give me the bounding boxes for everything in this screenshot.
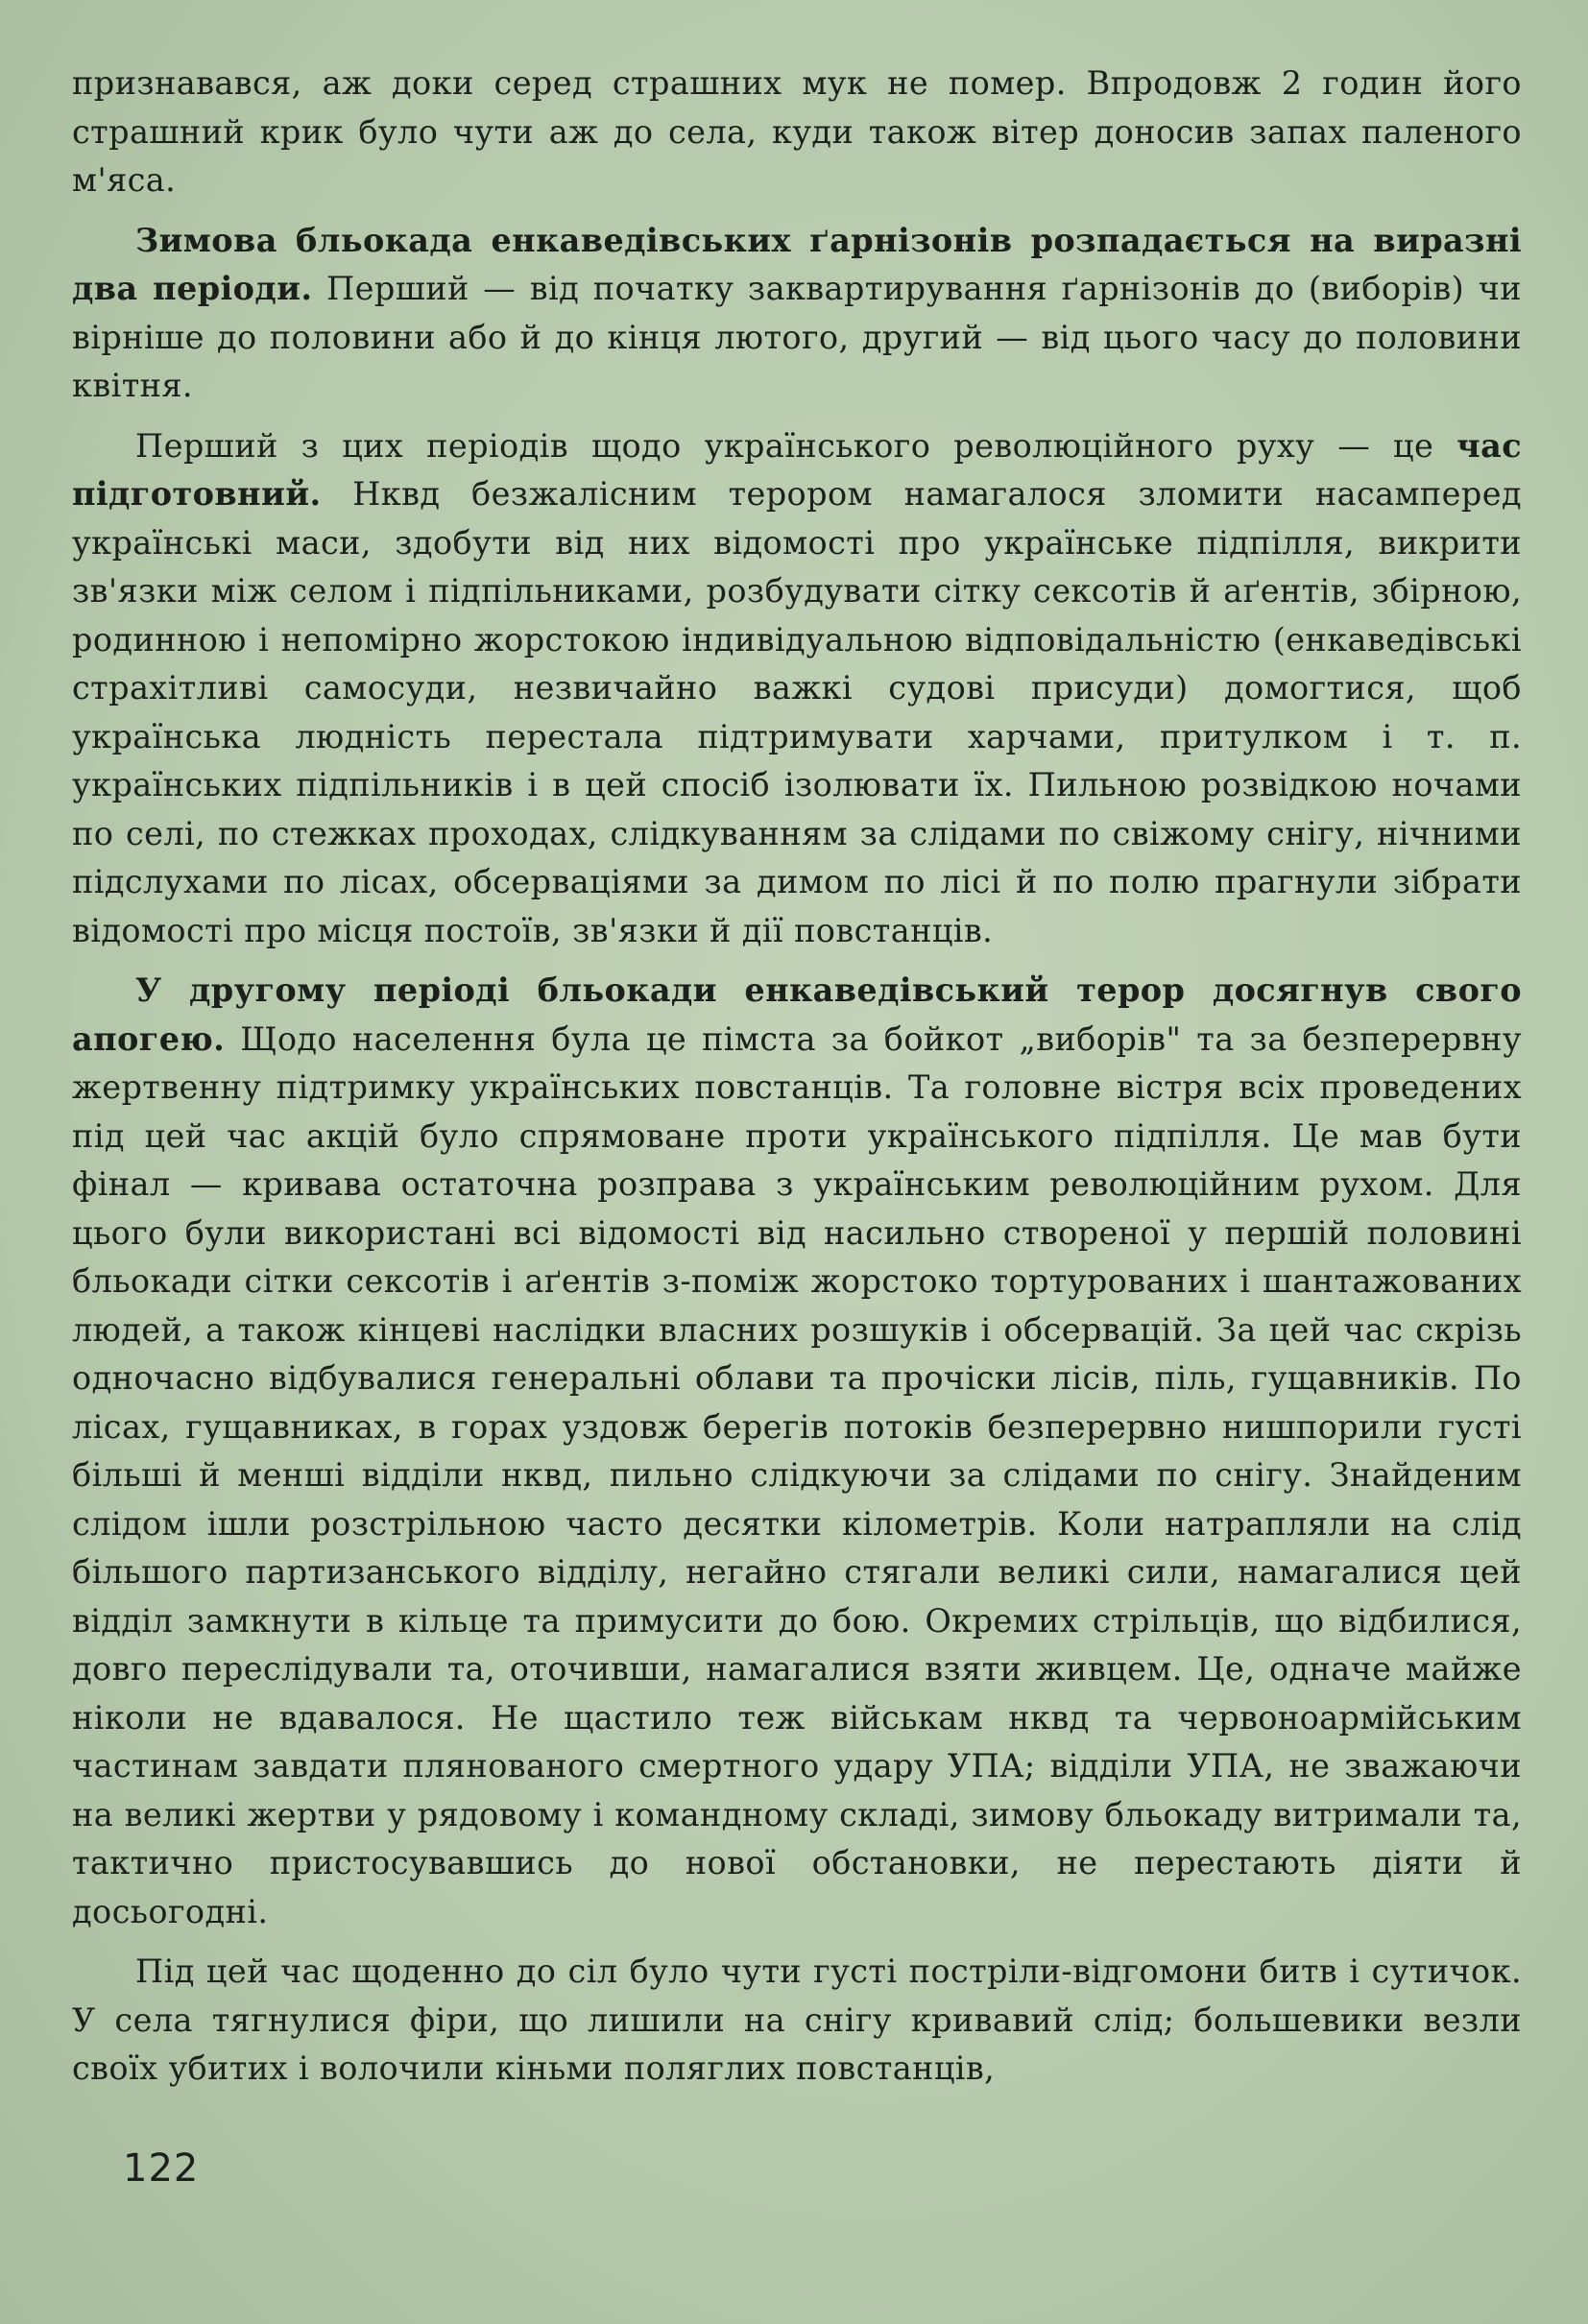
paragraph-5 <box>72 1948 1522 2094</box>
paragraph-3-text: Нквд безжалісним терором намагалося зломити насамперед українські маси, здобути від них відомості про українське підпілля, викрити зв'язки між селом і підпільниками, розбудувати сітку сексотів й аґентів, збірною, родинною і непомірно жорстокою індивідуальною відповідальністю (енкаведівські страхітливі самосуди, незвичайно важкі судові присуди) домогтися, щоб українська людність перестала підтримувати харчами, притулком і т. п. українських підпільників і в цей спосіб ізолювати їх. Пильною розвідкою ночами по селі, по стежках проходах, слідкуванням за слідами по свіжому снігу, нічними підслухами по лісах, обсерваціями за димом по лісі й по полю прагнули зібрати відомості про місця постоїв, зв'язки й дії повстанців. <box>72 475 1522 949</box>
paragraph-2 <box>72 217 1522 411</box>
page-body <box>72 60 1522 2105</box>
paragraph-5-text: Під цей час щоденно до сіл було чути густі постріли-відгомони битв і сутичок. У села тягнулися фіри, що лишили на снігу кривавий слід; большевики везли своїх убитих і волочили кіньми поляглих повстанців, <box>72 1953 1522 2087</box>
page-number: 122 <box>123 2146 200 2191</box>
paragraph-2-text: Перший — від початку заквартирування ґарнізонів до (виборів) чи вірніше до половини або й до кінця лютого, другий — від цього часу до половини квітня. <box>72 270 1522 404</box>
paragraph-2-lead: Зимова бльокада енкаведівських ґарнізонів розпадається на виразні два періоди. <box>72 221 1522 307</box>
paragraph-3 <box>72 422 1522 956</box>
paragraph-4-lead: У другому періоді бльокади енкаведівський терор досягнув свого апогею. <box>72 971 1522 1058</box>
paragraph-1-text: признавався, аж доки серед страшних мук не помер. Впродовж 2 годин його страшний крик було чути аж до села, куди також вітер доносив запах паленого м'яса. <box>72 64 1522 199</box>
paragraph-4 <box>72 967 1522 1936</box>
paragraph-4-text: Щодо населення була це пімста за бойкот „виборів" та за безперервну жертвенну підтримку українських повстанців. Та головне вістря всіх проведених під цей час акцій було спрямоване проти українського підпілля. Це мав бути фінал — кривава остаточна розправа з українським революційним рухом. Для цього були використані всі відомості від насильно створеної у першій половині бльокади сітки сексотів і аґентів з-поміж жорстоко тортурованих і шантажованих людей, а також кінцеві наслідки власних розшуків і обсервацій. За цей час скрізь одночасно відбувалися генеральні облави та прочіски лісів, піль, гущавників. По лісах, гущавниках, в горах уздовж берегів потоків безперервно нишпорили густі більші й менші відділи нквд, пильно слідкуючи за слідами по снігу. Знайденим слідом ішли розстрільною часто десятки кілометрів. Коли натрапляли на слід більшого партизанського відділу, негайно стягали великі сили, намагалися цей відділ замкнути в кільце та примусити до бою. Окремих стрільців, що відбилися, довго переслідували та, оточивши, намагалися взяти живцем. Це, одначе майже ніколи не вдавалося. Не щастило теж військам нквд та червоноармійським частинам завдати плянованого смертного удару УПА; відділи УПА, не зважаючи на великі жертви у рядовому і командному складі, зимову бльокаду витримали та, тактично пристосувавшись до нової обстановки, не перестають діяти й досьогодні. <box>72 1019 1522 1930</box>
paragraph-3-lead: час підготовний. <box>72 426 1522 513</box>
paragraph-1 <box>72 60 1522 205</box>
paragraph-3-lead-text: Перший з цих періодів щодо українського революційного руху — це <box>135 426 1457 465</box>
